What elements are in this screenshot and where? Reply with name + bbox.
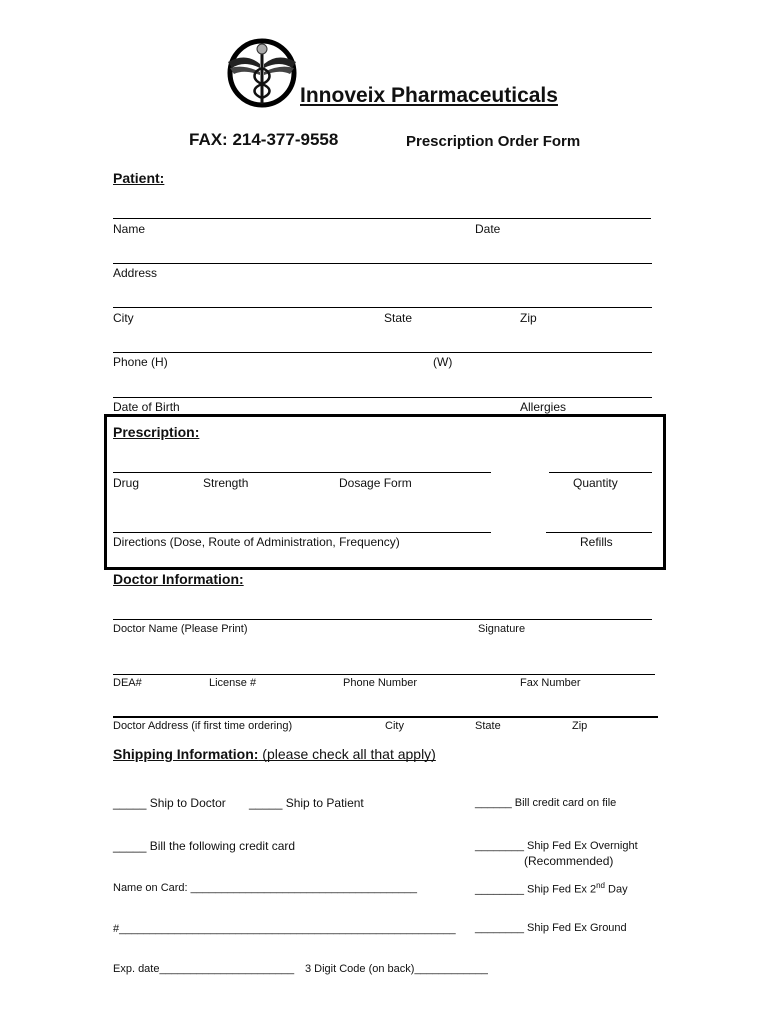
- directions-label: Directions (Dose, Route of Administration, Frequency): [113, 535, 400, 549]
- quantity-line[interactable]: [549, 472, 652, 473]
- strength-label: Strength: [203, 476, 249, 490]
- fedex-2day-suffix: Day: [605, 883, 628, 896]
- doctor-phone-label: Phone Number: [343, 677, 417, 689]
- caduceus-logo-icon: [226, 38, 298, 108]
- doctor-name-line[interactable]: [113, 619, 652, 620]
- security-code-field[interactable]: 3 Digit Code (on back)____________: [305, 963, 488, 975]
- name-date-line[interactable]: [113, 218, 651, 219]
- doctor-fax-label: Fax Number: [520, 677, 581, 689]
- recommended-note: (Recommended): [524, 854, 614, 868]
- drug-label: Drug: [113, 476, 140, 490]
- shipping-heading: Shipping Information:: [113, 746, 259, 762]
- license-label: License #: [209, 677, 257, 689]
- phone-line[interactable]: [113, 352, 652, 353]
- shipping-note: (please check all that apply): [258, 746, 436, 762]
- company-name: Innoveix Pharmaceuticals: [300, 84, 558, 107]
- dob-label: Date of Birth: [113, 400, 180, 414]
- bill-following-card-option[interactable]: _____ Bill the following credit card: [113, 839, 296, 853]
- city-label: City: [113, 311, 134, 325]
- doctor-name-label: Doctor Name (Please Print): [113, 623, 248, 635]
- address-label: Address: [113, 266, 158, 280]
- fedex-overnight-option[interactable]: ________ Ship Fed Ex Overnight: [475, 840, 638, 852]
- address-line[interactable]: [113, 263, 652, 264]
- refills-line[interactable]: [546, 532, 652, 533]
- city-state-zip-line[interactable]: [113, 307, 652, 308]
- name-label: Name: [113, 222, 146, 236]
- dea-license-line[interactable]: [113, 674, 655, 675]
- fedex-ground-option[interactable]: ________ Ship Fed Ex Ground: [475, 922, 627, 934]
- ship-to-patient-option[interactable]: _____ Ship to Patient: [249, 796, 364, 810]
- date-label: Date: [475, 222, 501, 236]
- name-on-card-field[interactable]: Name on Card: _____________________________________: [113, 882, 417, 894]
- fedex-2day-prefix: ________ Ship Fed Ex 2: [475, 883, 597, 896]
- fedex-2nd-day-option[interactable]: [475, 881, 628, 896]
- phone-work-label: (W): [433, 355, 453, 369]
- doctor-zip-label: Zip: [572, 720, 588, 732]
- allergies-label: Allergies: [520, 400, 567, 414]
- ship-to-doctor-option[interactable]: _____ Ship to Doctor: [113, 796, 226, 810]
- prescription-heading: Prescription:: [113, 424, 200, 440]
- card-number-field[interactable]: #_______________________________________________________: [113, 923, 456, 935]
- shipping-heading-row: [113, 746, 436, 762]
- dob-allergies-line[interactable]: [113, 397, 652, 398]
- drug-line[interactable]: [113, 472, 491, 473]
- refills-label: Refills: [580, 535, 613, 549]
- patient-heading: Patient:: [113, 170, 165, 186]
- fax-number: FAX: 214-377-9558: [189, 130, 339, 149]
- quantity-label: Quantity: [573, 476, 618, 490]
- dea-label: DEA#: [113, 677, 142, 689]
- directions-line[interactable]: [113, 532, 491, 533]
- dosage-form-label: Dosage Form: [339, 476, 412, 490]
- doctor-city-label: City: [385, 720, 404, 732]
- bill-card-on-file-option[interactable]: ______ Bill credit card on file: [475, 797, 617, 809]
- doctor-heading: Doctor Information:: [113, 571, 244, 587]
- doctor-state-label: State: [475, 720, 501, 732]
- zip-label: Zip: [520, 311, 537, 325]
- doctor-address-line[interactable]: [113, 716, 658, 718]
- state-label: State: [384, 311, 413, 325]
- form-title: Prescription Order Form: [406, 133, 581, 150]
- exp-date-field[interactable]: Exp. date______________________: [113, 963, 295, 975]
- fedex-2day-sup: nd: [596, 881, 605, 890]
- doctor-address-label: Doctor Address (if first time ordering): [113, 720, 293, 732]
- phone-home-label: Phone (H): [113, 355, 168, 369]
- signature-label: Signature: [478, 623, 526, 635]
